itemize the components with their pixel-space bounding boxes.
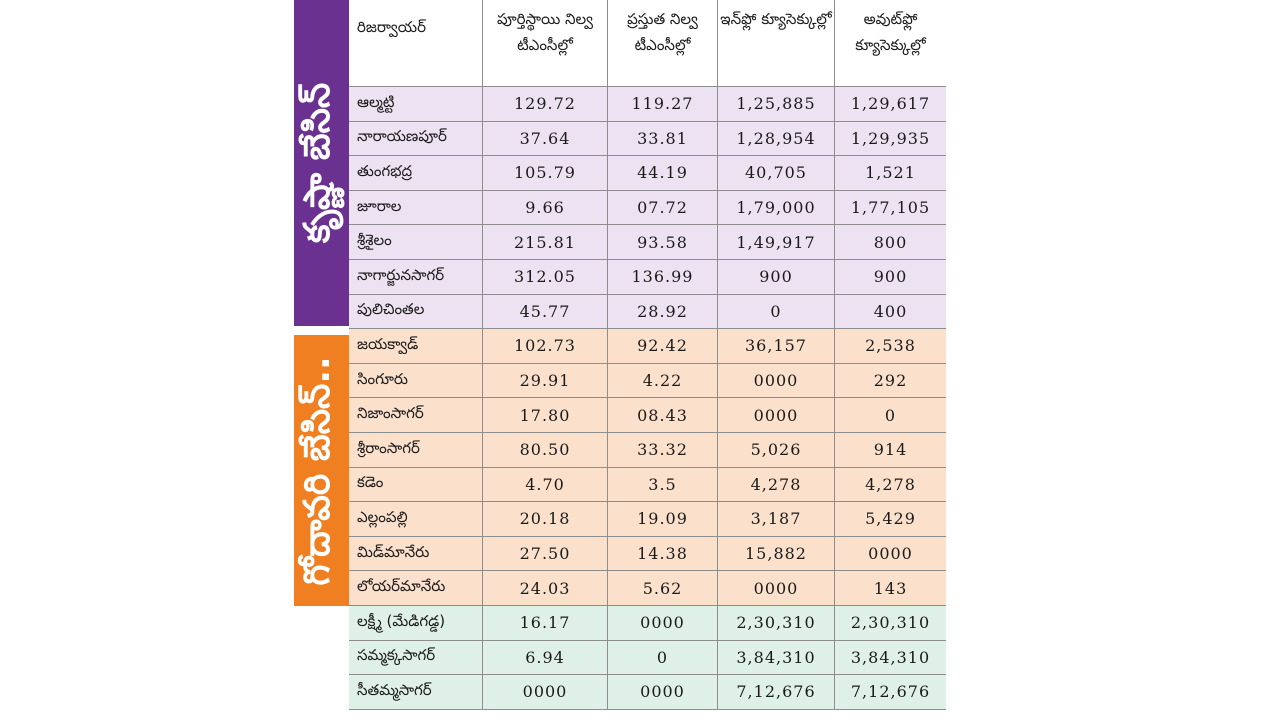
table-row xyxy=(349,468,946,503)
reservoir-table xyxy=(349,0,946,710)
godavari-basin-band xyxy=(294,335,349,606)
full-capacity-cell: 29.91 xyxy=(483,364,608,398)
inflow-cell: 1,25,885 xyxy=(718,87,835,121)
outflow-cell: 2,538 xyxy=(865,336,916,356)
full-capacity-cell: 105.79 xyxy=(483,156,608,190)
current-storage-cell: 28.92 xyxy=(608,295,718,329)
reservoir-name-cell: జూరాల xyxy=(349,191,483,225)
reservoir-name-cell: తుంగభద్ర xyxy=(349,156,483,190)
outflow-cell: 292 xyxy=(873,371,908,391)
current-storage-cell: 93.58 xyxy=(608,225,718,259)
inflow-cell: 40,705 xyxy=(718,156,835,190)
full-capacity-cell: 312.05 xyxy=(483,260,608,294)
table-row xyxy=(349,641,946,676)
table-header-row xyxy=(349,0,946,87)
inflow-cell: 0000 xyxy=(718,364,835,398)
outflow-cell: 900 xyxy=(873,267,908,287)
godavari-basin-label: గోదావరి బేసిన్.. xyxy=(296,355,338,586)
inflow-cell: 2,30,310 xyxy=(718,606,835,640)
reservoir-name-cell: శ్రీరాంసాగర్ xyxy=(349,433,483,467)
table-row xyxy=(349,398,946,433)
full-capacity-cell: 37.64 xyxy=(483,122,608,156)
current-storage-cell: 3.5 xyxy=(608,468,718,502)
current-storage-cell: 0000 xyxy=(608,675,718,709)
reservoir-name-cell: మిడ్‌మానేరు xyxy=(349,537,483,571)
current-storage-cell: 44.19 xyxy=(608,156,718,190)
inflow-cell: 0000 xyxy=(718,571,835,605)
full-capacity-cell: 45.77 xyxy=(483,295,608,329)
reservoir-name-cell: జయక్వాడ్ xyxy=(349,329,483,363)
outflow-cell: 143 xyxy=(873,578,908,598)
full-capacity-cell: 0000 xyxy=(483,675,608,709)
reservoir-name-cell: లోయర్‌మానేరు xyxy=(349,571,483,605)
table-row xyxy=(349,225,946,260)
current-storage-cell: 0 xyxy=(608,641,718,675)
krishna-basin-band xyxy=(294,0,349,326)
current-storage-cell: 33.32 xyxy=(608,433,718,467)
table-row xyxy=(349,295,946,330)
full-capacity-cell: 17.80 xyxy=(483,398,608,432)
table-row xyxy=(349,675,946,710)
outflow-cell: 1,29,935 xyxy=(850,128,931,148)
inflow-cell: 1,79,000 xyxy=(718,191,835,225)
current-storage-cell: 119.27 xyxy=(608,87,718,121)
outflow-cell: 0 xyxy=(884,405,897,425)
current-storage-cell: 0000 xyxy=(608,606,718,640)
outflow-cell: 1,521 xyxy=(865,163,916,183)
table-row xyxy=(349,191,946,226)
reservoir-name-cell: ఆల్మట్టి xyxy=(349,87,483,121)
inflow-cell: 1,49,917 xyxy=(718,225,835,259)
reservoir-name-cell: సమ్మక్కసాగర్ xyxy=(349,641,483,675)
outflow-cell: 7,12,676 xyxy=(850,682,931,702)
outflow-cell: 3,84,310 xyxy=(850,647,931,667)
table-body xyxy=(349,87,946,710)
outflow-cell: 1,77,105 xyxy=(850,198,931,218)
current-storage-cell: 4.22 xyxy=(608,364,718,398)
full-capacity-cell: 4.70 xyxy=(483,468,608,502)
table-row xyxy=(349,364,946,399)
table-row xyxy=(349,122,946,157)
table-row xyxy=(349,433,946,468)
reservoir-name-cell: ఎల్లంపల్లి xyxy=(349,502,483,536)
reservoir-name-cell: నాగార్జునసాగర్ xyxy=(349,260,483,294)
inflow-cell: 5,026 xyxy=(718,433,835,467)
column-header-inflow: ఇన్‌ఫ్లో క్యూసెక్కుల్లో xyxy=(718,0,835,86)
inflow-cell: 0000 xyxy=(718,398,835,432)
column-header-full-capacity: పూర్తిస్థాయి నిల్వ టీఎంసీల్లో xyxy=(483,0,608,86)
krishna-basin-label: కృష్ణా బేసిన్ xyxy=(296,82,338,244)
current-storage-cell: 136.99 xyxy=(608,260,718,294)
outflow-cell: 800 xyxy=(873,232,908,252)
current-storage-cell: 07.72 xyxy=(608,191,718,225)
inflow-cell: 36,157 xyxy=(718,329,835,363)
full-capacity-cell: 6.94 xyxy=(483,641,608,675)
reservoir-name-cell: నారాయణపూర్ xyxy=(349,122,483,156)
inflow-cell: 7,12,676 xyxy=(718,675,835,709)
inflow-cell: 4,278 xyxy=(718,468,835,502)
reservoir-name-cell: సింగూరు xyxy=(349,364,483,398)
column-header-current-storage: ప్రస్తుత నిల్వ టీఎంసీల్లో xyxy=(608,0,718,86)
outflow-cell: 400 xyxy=(873,301,908,321)
table-row xyxy=(349,571,946,606)
full-capacity-cell: 24.03 xyxy=(483,571,608,605)
reservoir-name-cell: పులిచింతల xyxy=(349,295,483,329)
current-storage-cell: 08.43 xyxy=(608,398,718,432)
full-capacity-cell: 27.50 xyxy=(483,537,608,571)
full-capacity-cell: 20.18 xyxy=(483,502,608,536)
table-row xyxy=(349,502,946,537)
full-capacity-cell: 215.81 xyxy=(483,225,608,259)
outflow-cell: 914 xyxy=(873,440,908,460)
column-header-reservoir: రిజర్వాయర్ xyxy=(349,0,483,86)
table-row xyxy=(349,329,946,364)
full-capacity-cell: 102.73 xyxy=(483,329,608,363)
reservoir-name-cell: కడెం xyxy=(349,468,483,502)
reservoir-name-cell: సీతమ్మసాగర్ xyxy=(349,675,483,709)
inflow-cell: 15,882 xyxy=(718,537,835,571)
table-row xyxy=(349,87,946,122)
inflow-cell: 1,28,954 xyxy=(718,122,835,156)
inflow-cell: 900 xyxy=(718,260,835,294)
reservoir-name-cell: శ్రీశైలం xyxy=(349,225,483,259)
reservoir-name-cell: లక్ష్మీ (మేడిగడ్డ) xyxy=(349,606,483,640)
inflow-cell: 0 xyxy=(718,295,835,329)
current-storage-cell: 92.42 xyxy=(608,329,718,363)
full-capacity-cell: 129.72 xyxy=(483,87,608,121)
current-storage-cell: 14.38 xyxy=(608,537,718,571)
full-capacity-cell: 16.17 xyxy=(483,606,608,640)
full-capacity-cell: 80.50 xyxy=(483,433,608,467)
table-row xyxy=(349,606,946,641)
current-storage-cell: 19.09 xyxy=(608,502,718,536)
inflow-cell: 3,84,310 xyxy=(718,641,835,675)
current-storage-cell: 5.62 xyxy=(608,571,718,605)
outflow-cell: 2,30,310 xyxy=(850,613,931,633)
outflow-cell: 0000 xyxy=(868,544,913,564)
table-row xyxy=(349,260,946,295)
outflow-cell: 4,278 xyxy=(865,474,916,494)
inflow-cell: 3,187 xyxy=(718,502,835,536)
reservoir-name-cell: నిజాంసాగర్ xyxy=(349,398,483,432)
table-row xyxy=(349,537,946,572)
column-header-outflow: అవుట్‌ఫ్లో క్యూసెక్కుల్లో xyxy=(855,10,926,54)
reservoir-infographic xyxy=(294,0,946,720)
table-row xyxy=(349,156,946,191)
outflow-cell: 1,29,617 xyxy=(850,94,931,114)
outflow-cell: 5,429 xyxy=(865,509,916,529)
full-capacity-cell: 9.66 xyxy=(483,191,608,225)
current-storage-cell: 33.81 xyxy=(608,122,718,156)
